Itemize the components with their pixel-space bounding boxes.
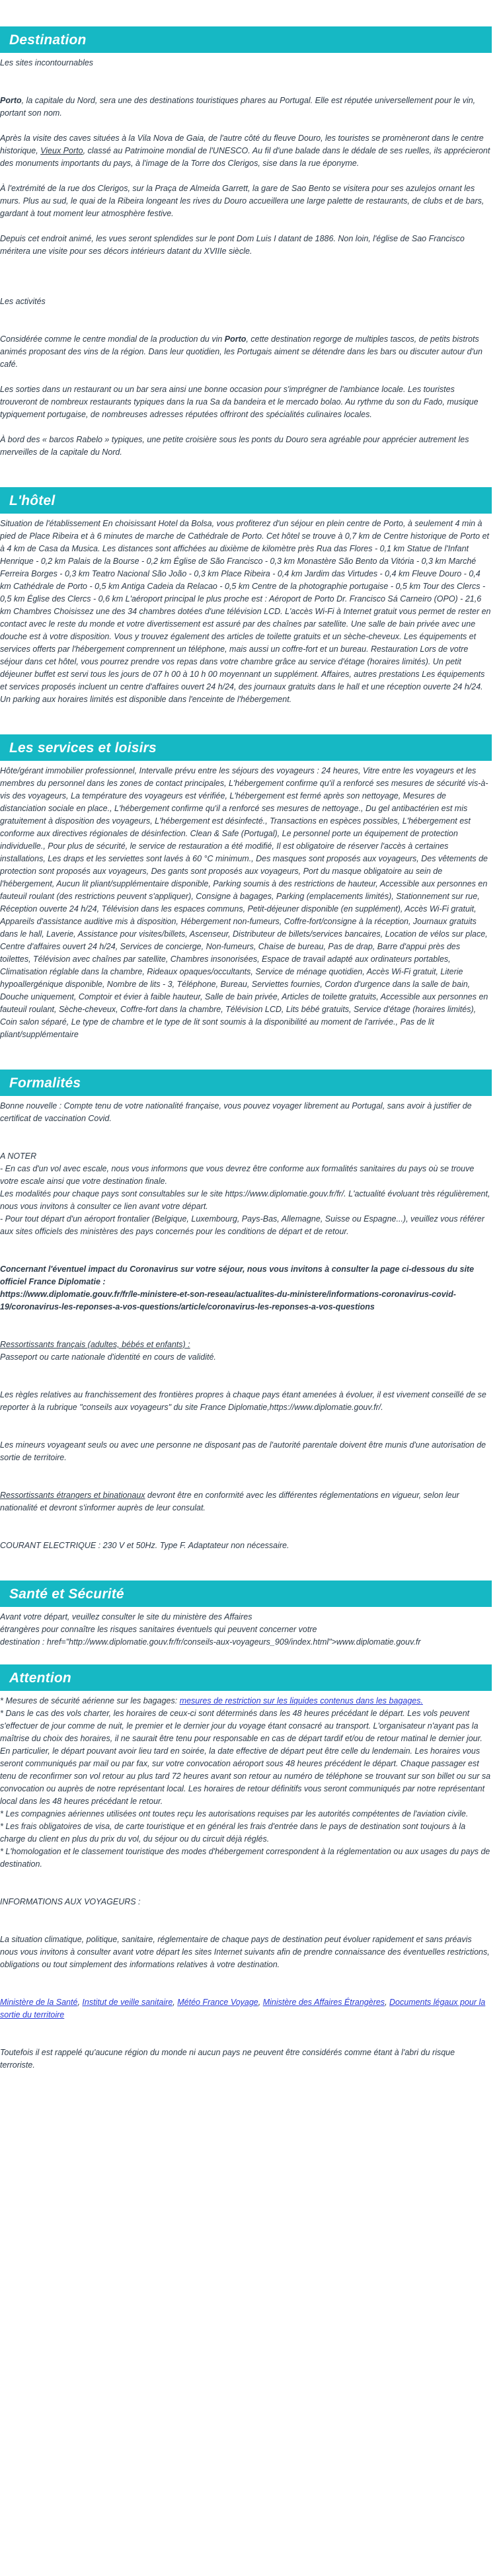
nota-item: - Pour tout départ d'un aéroport frontalier (Belgique, Luxembourg, Pays-Bas, Allemagne, Suisse ou Espagne...), veuillez vous référer aux sites officiels des ministères des pays concernés pour les conditions de départ et de retour. bbox=[0, 1214, 484, 1236]
sante-line: destination : href="http://www.diplomatie.gouv.fr/fr/conseils-aux-voyageurs_909/index.html">www.diplomatie.gouv.fr bbox=[0, 1637, 421, 1647]
attention-header bbox=[0, 1664, 492, 1691]
services-body bbox=[0, 761, 501, 1041]
formalites-intro: Bonne nouvelle : Compte tenu de votre nationalité française, vous pouvez voyager librement au Portugal, sans avoir à justifier de certificat de vaccination Covid. bbox=[0, 1101, 472, 1123]
minors-notice: Les mineurs voyageant seuls ou avec une personne ne disposant pas de l'autorité parentale doivent être munis d'une autorisation de sortie de territoire. bbox=[0, 1440, 486, 1462]
attention-item: * Les frais obligatoires de visa, de carte touristique et en général les frais d'entrée dans le pays de destination sont toujours à la charge du client en plus du prix du vol, du séjour ou du circuit déjà réglés. bbox=[0, 1822, 466, 1844]
french-nationals-title: Ressortissants français (adultes, bébés et enfants) : bbox=[0, 1340, 190, 1349]
formalites-title: Formalités bbox=[9, 1075, 81, 1091]
sante-body bbox=[0, 1607, 501, 1649]
attention-item: * Dans le cas des vols charter, les horaires de ceux-ci sont déterminés dans les 48 heures précédant le départ. Les vols peuvent s'effectuer de jour comme de nuit, le premier et le dernier jour du voyage étant consacré au transport. L'organisateur n'ayant pas la maîtrise du choix des horaires, il ne saurait être tenu pour responsable en cas de départ tardif et/ou de retour matinal le dernier jour. En particulier, le départ pouvant avoir lieu tard en soirée, la date effective de départ peut être celle du lendemain. Les horaires vous seront communiqués par mail ou par fax, sur votre convocation aéroport sous 48 heures précédent le départ. Chaque passager est tenu de reconfirmer son vol retour au plus tard 72 heures avant son retour au numéro de téléphone se trouvant sur son billet ou sur sa convocation ou auprès de notre représentant local. Les horaires de retour définitifs vous seront communiqués par notre représentant local dans les 48 heures précédant le retour. bbox=[0, 1709, 491, 1806]
destination-paragraph: Après la visite des caves situées à la Vila Nova de Gaia, de l'autre côté du fleuve Douro, les touristes se promèneront dans le centre historique, Vieux Porto, classé au Patrimoine mondial de l'UNESCO. Au fil d'une balade dans le dédale de ses ruelles, ils apprécieront des monuments importants du pays, à l'image de la Torre dos Clerigos, sise dans la rue éponyme. bbox=[0, 134, 490, 168]
attention-item: * L'homologation et le classement touristique des modes d'hébergement correspondent à la réglementation ou aux usages du pays de destination. bbox=[0, 1847, 490, 1869]
sante-title: Santé et Sécurité bbox=[9, 1586, 124, 1602]
activities-paragraph: Les sorties dans un restaurant ou un bar sera ainsi une bonne occasion pour s'imprégner de l'ambiance locale. Les touristes trouveront de nombreux restaurants typiques dans la rua Sa da bandeira et le mercado bolao. Au rythme du son du Fado, musique typiquement portugaise, de nombreuses adresses réputées offriront des spécialités culinaires locales. bbox=[0, 385, 479, 419]
sante-line: étrangères pour connaître les risques sanitaires éventuels qui peuvent concerner votre bbox=[0, 1625, 317, 1634]
info-travellers-title: INFORMATIONS AUX VOYAGEURS : bbox=[0, 1897, 141, 1906]
baggage-restrictions-link[interactable]: mesures de restriction sur les liquides contenus dans les bagages. bbox=[179, 1696, 423, 1705]
destination-paragraph: Depuis cet endroit animé, les vues seront splendides sur le pont Dom Luis I datant de 1886. Non loin, l'église de Sao Francisco méritera une visite pour ses décors intérieurs datant du XVIIIe siècle. bbox=[0, 234, 465, 256]
useful-links: Ministère de la Santé, Institut de veille sanitaire, Météo France Voyage, Ministère des Affaires Étrangères, Documents légaux pour la sortie du territoire bbox=[0, 1998, 486, 2019]
services-list: Hôte/gérant immobilier professionnel, Intervalle prévu entre les séjours des voyageurs : 24 heures, Vitre entre les voyageurs et les membres du personnel dans les zones de contact principales, L'hébergement confirme qu'il a renforcé ses mesures de sécurité vis-à-vis des voyageurs, La température des voyageurs est vérifiée, L'hébergement est fermé après son nettoyage, Mesures de distanciation sociale en place., L'hébergement confirme qu'il a renforcé ses mesures de nettoyage., Du gel antibactérien est mis gratuitement à disposition des voyageurs, L'hébergement est désinfecté., Transactions en espèces possibles, L'hébergement est conforme aux directives régionales de désinfection. Clean & Safe (Portugal), Le personnel porte un équipement de protection individuelle., Pour plus de sécurité, le service de restauration a été modifié, Il est obligatoire de réserver l'accès à certaines installations, Les draps et les serviettes sont lavés à 60 °C minimum., Des masques sont proposés aux voyageurs, Des vêtements de protection sont proposés aux voyageurs, Des gants sont proposés aux voyageurs, Port du masque obligatoire au sein de l'hébergement, Aucun lit pliant/supplémentaire disponible, Parking soumis à des restrictions de hauteur, Accessible aux personnes en fauteuil roulant (des restrictions peuvent s'appliquer), Consigne à bagages, Parking (emplacements limités), Stationnement sur rue, Réception ouverte 24 h/24, Télévision dans les espaces communs, Petit-déjeuner disponible (en supplément), Accès Wi-Fi gratuit, Appareils d'assistance auditive mis à disposition, Hébergement non-fumeurs, Coffre-fort/consigne à la réception, Journaux gratuits dans le hall, Laverie, Assistance pour visites/billets, Ascenseur, Distributeur de billets/services bancaires, Location de vélos sur place, Centre d'affaires ouvert 24 h/24, Services de concierge, Non-fumeurs, Chaise de bureau, Pas de drap, Barre d'appui près des toilettes, Télévision avec chaînes par satellite, Chambres insonorisées, Espace de travail adapté aux ordinateurs portables, Climatisation réglable dans la chambre, Rideaux opaques/occultants, Service de ménage quotidien, Accès Wi-Fi gratuit, Literie hypoallergénique disponible, Nombre de lits - 3, Téléphone, Bureau, Serviettes fournies, Cordon d'urgence dans la salle de bain, Douche uniquement, Comptoir et évier à faible hauteur, Salle de bain privée, Articles de toilette gratuits, Accessible aux personnes en fauteuil roulant, Sèche-cheveux, Coffre-fort dans la chambre, Télévision LCD, Lits bébé gratuits, Service d'étage (horaires limités), Coin salon séparé, Le type de chambre et le type de lit sont soumis à la disponibilité au moment de l'arrivée., Pas de lit pliant/supplémentaire bbox=[0, 766, 488, 1039]
sante-line: Avant votre départ, veuillez consulter le site du ministère des Affaires bbox=[0, 1612, 252, 1621]
destination-title: Destination bbox=[9, 32, 87, 48]
city-name: Porto bbox=[0, 96, 22, 105]
hotel-description: Situation de l'établissement En choisissant Hotel da Bolsa, vous profiterez d'un séjour en plein centre de Porto, à seulement 4 min à pied de Place Ribeira et à 6 minutes de marche de Cathédrale de Porto. Cet hôtel se trouve à 0,7 km de Centre historique de Porto et à 4 km de Casa da Musica. Les distances sont affichées au dixième de kilomètre près Rua das Flores - 0,1 km Statue de l'Infant Henrique - 0,2 km Palais de la Bourse - 0,2 km Église de São Francisco - 0,3 km Monastère São Bento da Vitória - 0,3 km Marché Ferreira Borges - 0,3 km Teatro Nacional São João - 0,3 km Place Ribeira - 0,4 km Jardim das Virtudes - 0,4 km Fleuve Douro - 0,4 km Cathédrale de Porto - 0,5 km Antiga Cadeia da Relacao - 0,5 km Centre de la photographie portugaise - 0,5 km Tour des Clercs - 0,5 km Église des Clercs - 0,6 km L'aéroport principal le plus proche est : Aéroport de Porto Dr. Francisco Sá Carneiro (OPO) - 21,6 km Chambres Choisissez une des 34 chambres dotées d'une télévision LCD. L'accès Wi-Fi à Internet gratuit vous permet de rester en contact avec le reste du monde et votre divertissement est assuré par des chaînes par satellite. Une salle de bain privée avec une douche est à votre disposition. Vous y trouvez également des articles de toilette gratuits et un sèche-cheveux. Les équipements et services offerts par l'hébergement comprennent un téléphone, mais aussi un coffre-fort et un bureau. Restauration Lors de votre séjour dans cet hôtel, vous pourrez prendre vos repas dans votre chambre grâce au service d'étage (horaires limités). Un petit déjeuner buffet est servi tous les jours de 07 h 00 à 10 h 00 moyennant un supplément. Affaires, autres prestations Les équipements et services proposés incluent un centre d'affaires ouvert 24 h/24, des journaux gratuits dans le hall et une réception ouverte 24 h/24. Un parking aux horaires limités est disponible dans l'enceinte de l'hébergement. bbox=[0, 519, 491, 704]
french-nationals-body: Passeport ou carte nationale d'identité en cours de validité. bbox=[0, 1352, 216, 1362]
electric-current: COURANT ELECTRIQUE : 230 V et 50Hz. Type F. Adaptateur non nécessaire. bbox=[0, 1541, 289, 1550]
formalites-body bbox=[0, 1096, 501, 1552]
nota-item: - En cas d'un vol avec escale, nous vous informons que vous devrez être conforme aux formalités sanitaires du pays où se trouve votre escale ainsi que votre destination finale. bbox=[0, 1164, 475, 1186]
covid-notice: Concernant l'éventuel impact du Coronavirus sur votre séjour, nous vous invitons à consulter la page ci-dessous du site officiel France Diplomatie : bbox=[0, 1265, 475, 1286]
border-rules: Les règles relatives au franchissement des frontières propres à chaque pays étant amenées à évoluer, il est vivement conseillé de se reporter à la rubrique "conseils aux voyageurs" du site France Diplomatie,https://www.diplomatie.gouv.fr/. bbox=[0, 1390, 486, 1412]
hotel-body bbox=[0, 514, 501, 706]
info-travellers-body: La situation climatique, politique, sanitaire, réglementaire de chaque pays de destination peut évoluer rapidement et sans préavis nous vous invitons à consulter avant votre départ les sites Internet suivants afin de prendre connaissance des éventuelles restrictions, obligations ou tout simplement des informations relatives à votre destination. bbox=[0, 1935, 490, 1969]
nota-item: Les modalités pour chaque pays sont consultables sur le site https://www.diplomatie.gouv.fr/fr/. L'actualité évoluant très régulièrement, nous vous invitons à consulter ce lien avant votre départ. bbox=[0, 1189, 490, 1211]
nota-title: A NOTER bbox=[0, 1151, 37, 1161]
hotel-title: L'hôtel bbox=[9, 492, 56, 508]
foreign-nationals: Ressortissants étrangers et binationaux devront être en conformité avec les différentes réglementations en vigueur, selon leur nationalité et devront s'informer auprès de leur consulat. bbox=[0, 1491, 459, 1512]
destination-intro: Porto, la capitale du Nord, sera une des destinations touristiques phares au Portugal. Elle est réputée universellement pour le vin, portant son nom. bbox=[0, 96, 476, 118]
attention-title: Attention bbox=[9, 1670, 71, 1686]
legal-documents-link[interactable]: Documents légaux pour la sortie du territoire bbox=[0, 1998, 486, 2019]
destination-header bbox=[0, 26, 492, 53]
destination-paragraph: À l'extrémité de la rue dos Clerigos, sur la Praça de Almeida Garrett, la gare de Sao Bento se visitera pour ses azulejos ornant les murs. Plus au sud, le quai de la Ribeira longeant les rives du Douro accueillera une large palette de restaurants, de clubs et de bars, gardant à tout moment leur atmosphère festive. bbox=[0, 184, 484, 218]
sante-header bbox=[0, 1581, 492, 1607]
covid-link[interactable]: https://www.diplomatie.gouv.fr/fr/le-ministere-et-son-reseau/actualites-du-ministere/informations-coronavirus-covid-19/coronavirus-les-reponses-a-vos-questions/article/coronavirus-les-reponses-a-vos-questions bbox=[0, 1290, 456, 1311]
activities-paragraph: Considérée comme le centre mondial de la production du vin Porto, cette destination regorge de multiples tascos, de petits bistrots animés proposant des vins de la région. Dans leur quotidien, les Portugais aiment se détendre dans les bars ou discuter autour d'un café. bbox=[0, 334, 482, 369]
activities-paragraph: À bord des « barcos Rabelo » typiques, une petite croisière sous les ponts du Douro sera agréable pour apprécier autrement les merveilles de la capitale du Nord. bbox=[0, 435, 469, 457]
attention-item: * Les compagnies aériennes utilisées ont toutes reçu les autorisations requises par les autorités compétentes de l'aviation civile. bbox=[0, 1809, 469, 1818]
destination-subtitle: Les sites incontournables bbox=[0, 58, 94, 67]
attention-item: * Mesures de sécurité aérienne sur les bagages: mesures de restriction sur les liquides contenus dans les bagages. bbox=[0, 1696, 423, 1705]
city-name: Porto bbox=[224, 334, 247, 344]
terror-risk-notice: Toutefois il est rappelé qu'aucune région du monde ni aucun pays ne peuvent être considérés comme étant à l'abri du risque terroriste. bbox=[0, 2048, 455, 2070]
weather-link[interactable]: Météo France Voyage bbox=[177, 1998, 258, 2007]
foreign-affairs-link[interactable]: Ministère des Affaires Étrangères bbox=[262, 1998, 385, 2007]
attention-body bbox=[0, 1691, 501, 2072]
health-ministry-link[interactable]: Ministère de la Santé bbox=[0, 1998, 78, 2007]
formalites-header bbox=[0, 1070, 492, 1096]
services-title: Les services et loisirs bbox=[9, 740, 157, 756]
destination-body bbox=[0, 53, 501, 459]
vieux-porto-link: Vieux Porto bbox=[40, 146, 83, 155]
services-header bbox=[0, 734, 492, 761]
health-watch-link[interactable]: Institut de veille sanitaire bbox=[82, 1998, 173, 2007]
hotel-header bbox=[0, 487, 492, 514]
activities-title: Les activités bbox=[0, 297, 46, 306]
